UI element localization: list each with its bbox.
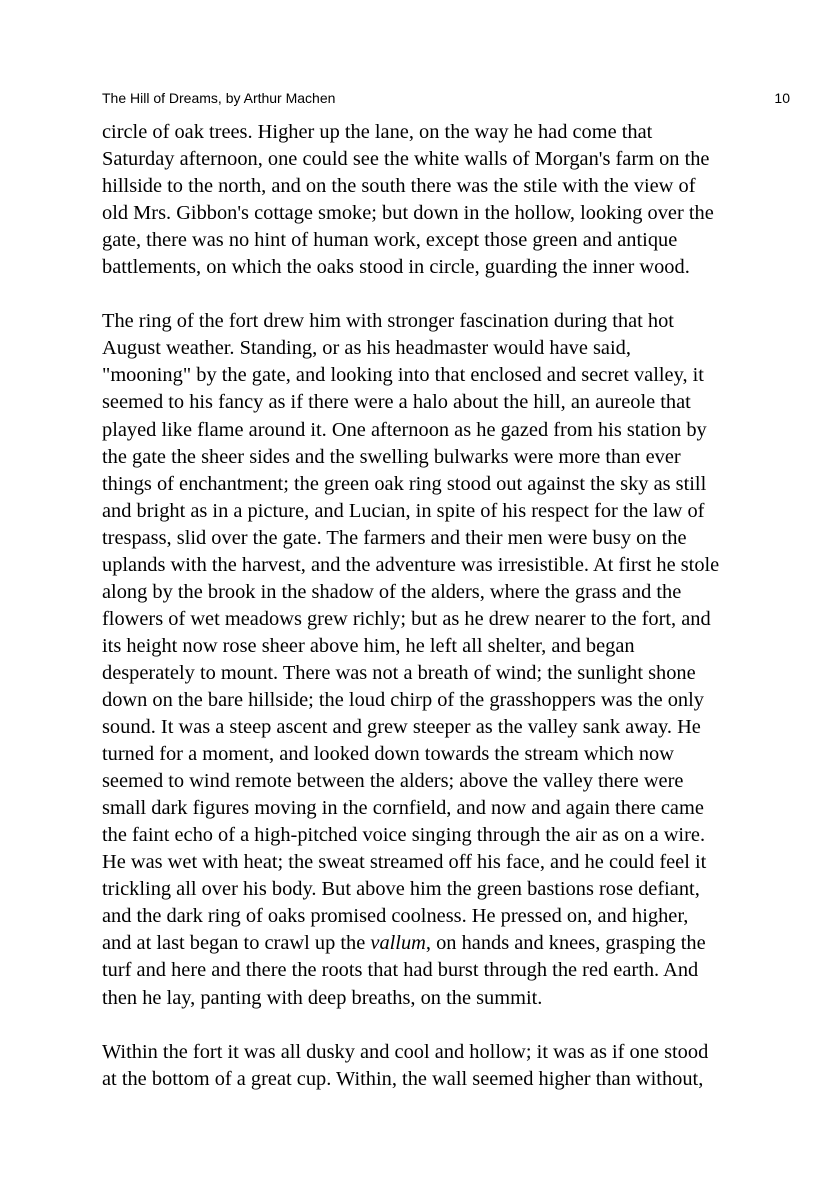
line-start: and at last began to crawl up the [102,932,371,955]
text-line: gate, there was no hint of human work, except those green and antique [102,229,678,252]
body-text [102,119,802,1120]
text-line: circle of oak trees. Higher up the lane, on the way he had come that [102,121,653,143]
paragraph-2 [102,308,802,1011]
text-line: August weather. Standing, or as his headmaster would have said, [102,337,631,360]
text-line: trespass, slid over the gate. The farmers and their men were busy on the [102,526,687,549]
italic-word: vallum [370,932,426,955]
text-line: battlements, on which the oaks stood in circle, guarding the inner wood. [102,256,690,279]
text-line: The ring of the fort drew him with stronger fascination during that hot [102,310,674,333]
text-line: and the dark ring of oaks promised coolness. He pressed on, and higher, [102,905,689,928]
text-line: sound. It was a steep ascent and grew steeper as the valley sank away. He [102,716,701,739]
text-line: along by the brook in the shadow of the alders, where the grass and the [102,580,682,603]
text-line: turf and here and there the roots that had burst through the red earth. And [102,959,699,982]
text-line: hillside to the north, and on the south there was the stile with the view of [102,175,696,198]
text-line: turned for a moment, and looked down towards the stream which now [102,743,674,766]
text-line: "mooning" by the gate, and looking into that enclosed and secret valley, it [102,364,704,387]
text-line: desperately to mount. There was not a breath of wind; the sunlight shone [102,661,696,684]
book-title: The Hill of Dreams, by Arthur Machen [102,90,336,106]
text-line: uplands with the harvest, and the adventure was irresistible. At first he stole [102,553,720,576]
page-number: 10 [774,90,790,106]
text-line: and bright as in a picture, and Lucian, in spite of his respect for the law of [102,499,705,522]
text-line-with-italic [102,930,802,957]
text-line: the gate the sheer sides and the swelling bulwarks were more than ever [102,445,681,468]
text-line: the faint echo of a high-pitched voice singing through the air as on a wire. [102,824,706,847]
text-line: played like flame around it. One afternoon as he gazed from his station by [102,418,707,441]
text-line: Within the fort it was all dusky and cool and hollow; it was as if one stood [102,1040,709,1063]
text-line: Saturday afternoon, one could see the white walls of Morgan's farm on the [102,148,710,171]
text-line: seemed to wind remote between the alders; above the valley there were [102,770,684,793]
text-line: old Mrs. Gibbon's cottage smoke; but down in the hollow, looking over the [102,202,714,225]
text-line: trickling all over his body. But above him the green bastions rose defiant, [102,878,700,901]
line-end: , on hands and knees, grasping the [425,932,706,955]
paragraph-3 [102,1039,802,1093]
text-line: seemed to his fancy as if there were a halo about the hill, an aureole that [102,391,691,414]
text-line: flowers of wet meadows grew richly; but as he drew nearer to the fort, and [102,607,711,630]
text-line: small dark figures moving in the cornfield, and now and again there came [102,797,704,820]
paragraph-1 [102,119,802,281]
text-line: then he lay, panting with deep breaths, on the summit. [102,986,543,1009]
text-line: down on the bare hillside; the loud chirp of the grasshoppers was the only [102,688,704,711]
text-line: its height now rose sheer above him, he left all shelter, and began [102,634,635,657]
text-line: at the bottom of a great cup. Within, the wall seemed higher than without, [102,1067,704,1090]
text-line: He was wet with heat; the sweat streamed off his face, and he could feel it [102,851,707,874]
text-line: things of enchantment; the green oak ring stood out against the sky as still [102,472,707,495]
